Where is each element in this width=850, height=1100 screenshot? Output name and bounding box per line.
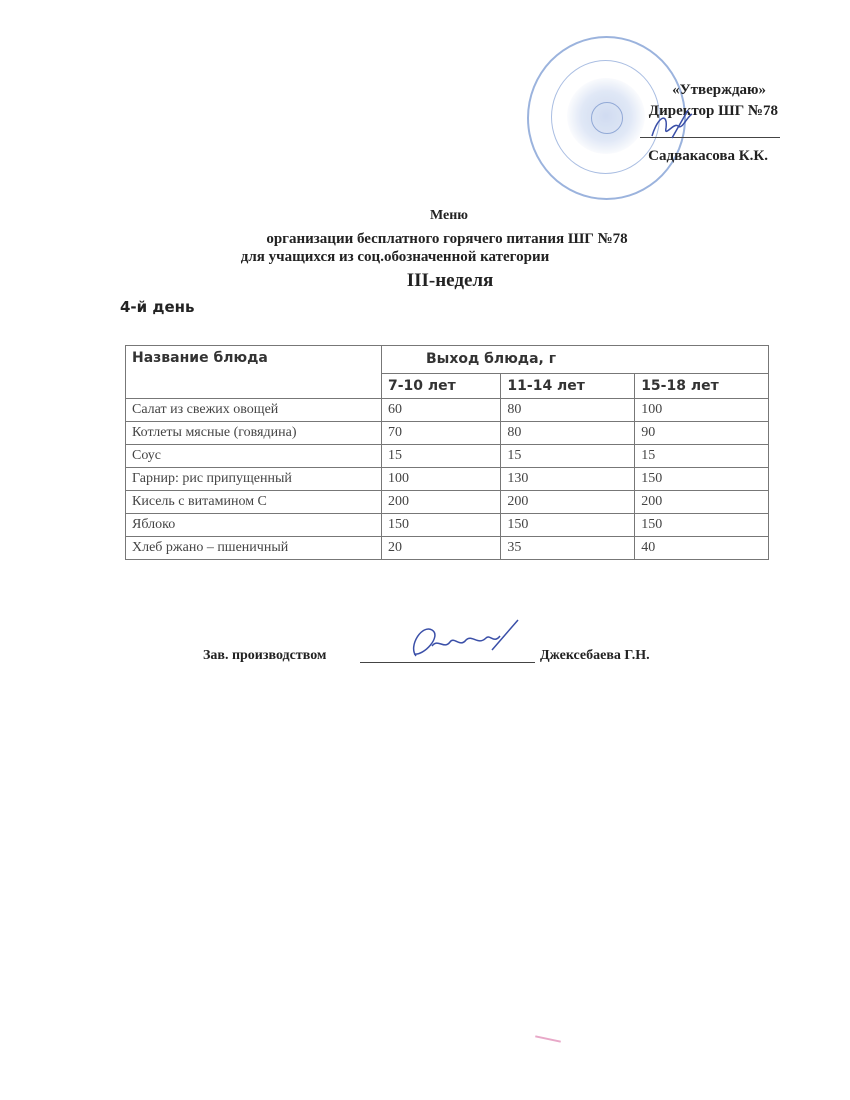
doc-subtitle: организации бесплатного горячего питания ШГ №78 — [266, 231, 628, 247]
dish-name: Хлеб ржано – пшеничный — [126, 537, 382, 560]
portion-11-14: 15 — [501, 445, 635, 468]
portion-15-18: 200 — [635, 491, 769, 514]
col-header-age-3: 15-18 лет — [635, 373, 769, 398]
doc-subtitle-2: для учащихся из соц.обозначенной категории — [240, 249, 550, 265]
portion-15-18: 90 — [635, 422, 769, 445]
day-label: 4-й день — [120, 298, 195, 316]
manager-signature-icon — [402, 616, 532, 662]
manager-role: Зав. производством — [203, 648, 327, 663]
table-header-row — [126, 346, 769, 374]
table-row — [126, 491, 769, 514]
doc-title: Меню — [429, 208, 468, 223]
director-title: Директор ШГ №78 — [648, 103, 778, 119]
pink-mark — [535, 1035, 561, 1042]
portion-7-10: 20 — [382, 537, 501, 560]
portion-7-10: 200 — [382, 491, 501, 514]
portion-15-18: 40 — [635, 537, 769, 560]
table-row — [126, 399, 769, 422]
portion-11-14: 200 — [501, 491, 635, 514]
col-header-age-1: 7-10 лет — [382, 373, 501, 398]
week-label: III-неделя — [406, 270, 494, 291]
portion-7-10: 70 — [382, 422, 501, 445]
dish-name: Салат из свежих овощей — [126, 399, 382, 422]
director-name: Садвакасова К.К. — [648, 148, 768, 164]
portion-15-18: 100 — [635, 399, 769, 422]
table-row — [126, 537, 769, 560]
portion-15-18: 150 — [635, 514, 769, 537]
portion-11-14: 80 — [501, 399, 635, 422]
dish-name: Кисель с витамином С — [126, 491, 382, 514]
table-row — [126, 422, 769, 445]
portion-15-18: 15 — [635, 445, 769, 468]
portion-7-10: 15 — [382, 445, 501, 468]
dish-name: Котлеты мясные (говядина) — [126, 422, 382, 445]
portion-11-14: 35 — [501, 537, 635, 560]
menu-table — [125, 345, 769, 560]
table-row — [126, 468, 769, 491]
col-header-age-2: 11-14 лет — [501, 373, 635, 398]
approval-label: «Утверждаю» — [672, 82, 766, 98]
table-row — [126, 445, 769, 468]
portion-15-18: 150 — [635, 468, 769, 491]
col-header-output: Выход блюда, г — [382, 346, 769, 374]
portion-11-14: 150 — [501, 514, 635, 537]
portion-7-10: 150 — [382, 514, 501, 537]
dish-name: Гарнир: рис припущенный — [126, 468, 382, 491]
manager-signature-line — [360, 662, 535, 663]
portion-7-10: 60 — [382, 399, 501, 422]
portion-7-10: 100 — [382, 468, 501, 491]
manager-name: Джексебаева Г.Н. — [540, 648, 650, 663]
col-header-dish: Название блюда — [126, 346, 382, 399]
table-row — [126, 514, 769, 537]
dish-name: Соус — [126, 445, 382, 468]
dish-name: Яблоко — [126, 514, 382, 537]
portion-11-14: 130 — [501, 468, 635, 491]
director-signature-icon — [648, 108, 698, 142]
portion-11-14: 80 — [501, 422, 635, 445]
emblem-core-icon — [591, 102, 623, 134]
